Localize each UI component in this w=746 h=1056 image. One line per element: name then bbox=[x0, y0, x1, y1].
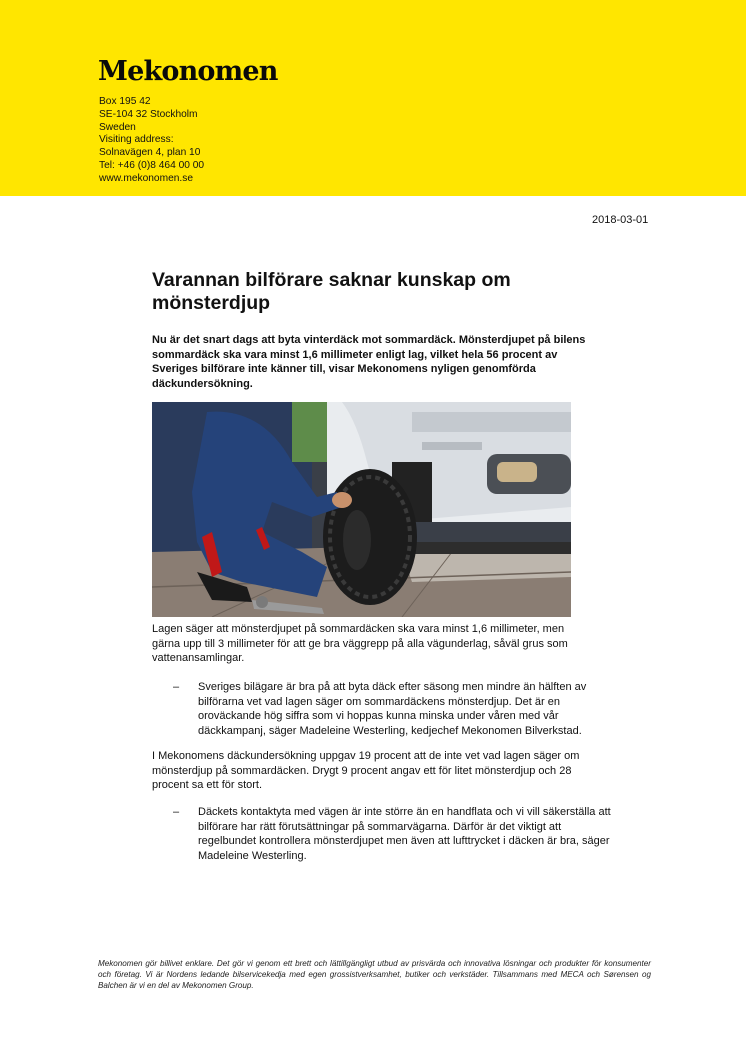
article-paragraph-2: I Mekonomens däckundersökning uppgav 19 procent att de inte vet vad lagen säger om mönsterdjup på sommardäcken. Drygt 9 procent angav ett för litet mönsterdjup och 28 procent sa ett för stort. bbox=[152, 750, 580, 792]
mekonomen-logo: Mekonomen bbox=[98, 56, 278, 87]
article-lead: Nu är det snart dags att byta vinterdäck mot sommardäck. Mönsterdjupet på bilens sommardäck ska vara minst 1,6 millimeter enligt lag, vilket hela 56 procent av Sveriges bilförare inte känner till, visar Mekonomens nyligen genomförda däckundersökning. bbox=[152, 334, 586, 390]
header-banner bbox=[0, 0, 746, 196]
address-line: Sweden bbox=[99, 121, 136, 133]
address-line: Box 195 42 bbox=[99, 96, 151, 107]
company-address bbox=[99, 96, 204, 186]
address-line: Tel: +46 (0)8 464 00 00 bbox=[99, 159, 205, 171]
article-paragraph-1: Lagen säger att mönsterdjupet på sommardäcken ska vara minst 1,6 millimeter, men gärna upp till 3 millimeter för att ge bra väggrepp på alla vägunderlag, såväl grus som vattenansamlingar. bbox=[152, 623, 568, 665]
quote-text-1: Sveriges bilägare är bra på att byta däck efter säsong men mindre än hälften av bilförarna vet vad lagen säger om sommardäckens mönsterdjup. Det är en oroväckande hög siffra som vi hoppas kunna minska under våren med vår däckkampanj, säger Madeleine Westerling, kedjechef Mekonomen Bilverkstad. bbox=[198, 681, 587, 737]
dash-bullet: – bbox=[173, 681, 180, 693]
address-line: Solnavägen 4, plan 10 bbox=[99, 147, 201, 159]
press-release-date: 2018-03-01 bbox=[592, 214, 649, 226]
company-boilerplate: Mekonomen gör billivet enklare. Det gör vi genom ett brett och lättillgängligt utbud av prisvärda och innovativa lösningar och produkter för konsumenter och företag. Vi är Nordens ledande bilservicekedja med egen grossistverksamhet, butiker och verkstäder. Tillsammans med MECA och Sørensen og Balchen är vi en del av Mekonomen Group. bbox=[98, 959, 651, 991]
quote-text-2: Däckets kontaktyta med vägen är inte större än en handflata och vi vill säkerställa att bilförare har rätt förutsättningar på sommarvägarna. Därför är det viktigt att regelbundet kontrollera mönsterdjupet men även att lufttrycket i däcken är bra, säger Madeleine Westerling. bbox=[198, 806, 611, 862]
quote-block-2 bbox=[173, 805, 623, 865]
website-link[interactable]: www.mekonomen.se bbox=[99, 172, 193, 184]
tire-change-photo bbox=[152, 402, 571, 617]
quote-block-1 bbox=[173, 680, 623, 740]
address-line: Visiting address: bbox=[99, 134, 174, 146]
mechanic-changing-tire-image bbox=[152, 402, 571, 617]
article-title: Varannan bilförare saknar kunskap om mönsterdjup bbox=[152, 269, 511, 314]
address-line: SE-104 32 Stockholm bbox=[99, 108, 198, 120]
dash-bullet: – bbox=[173, 806, 180, 818]
